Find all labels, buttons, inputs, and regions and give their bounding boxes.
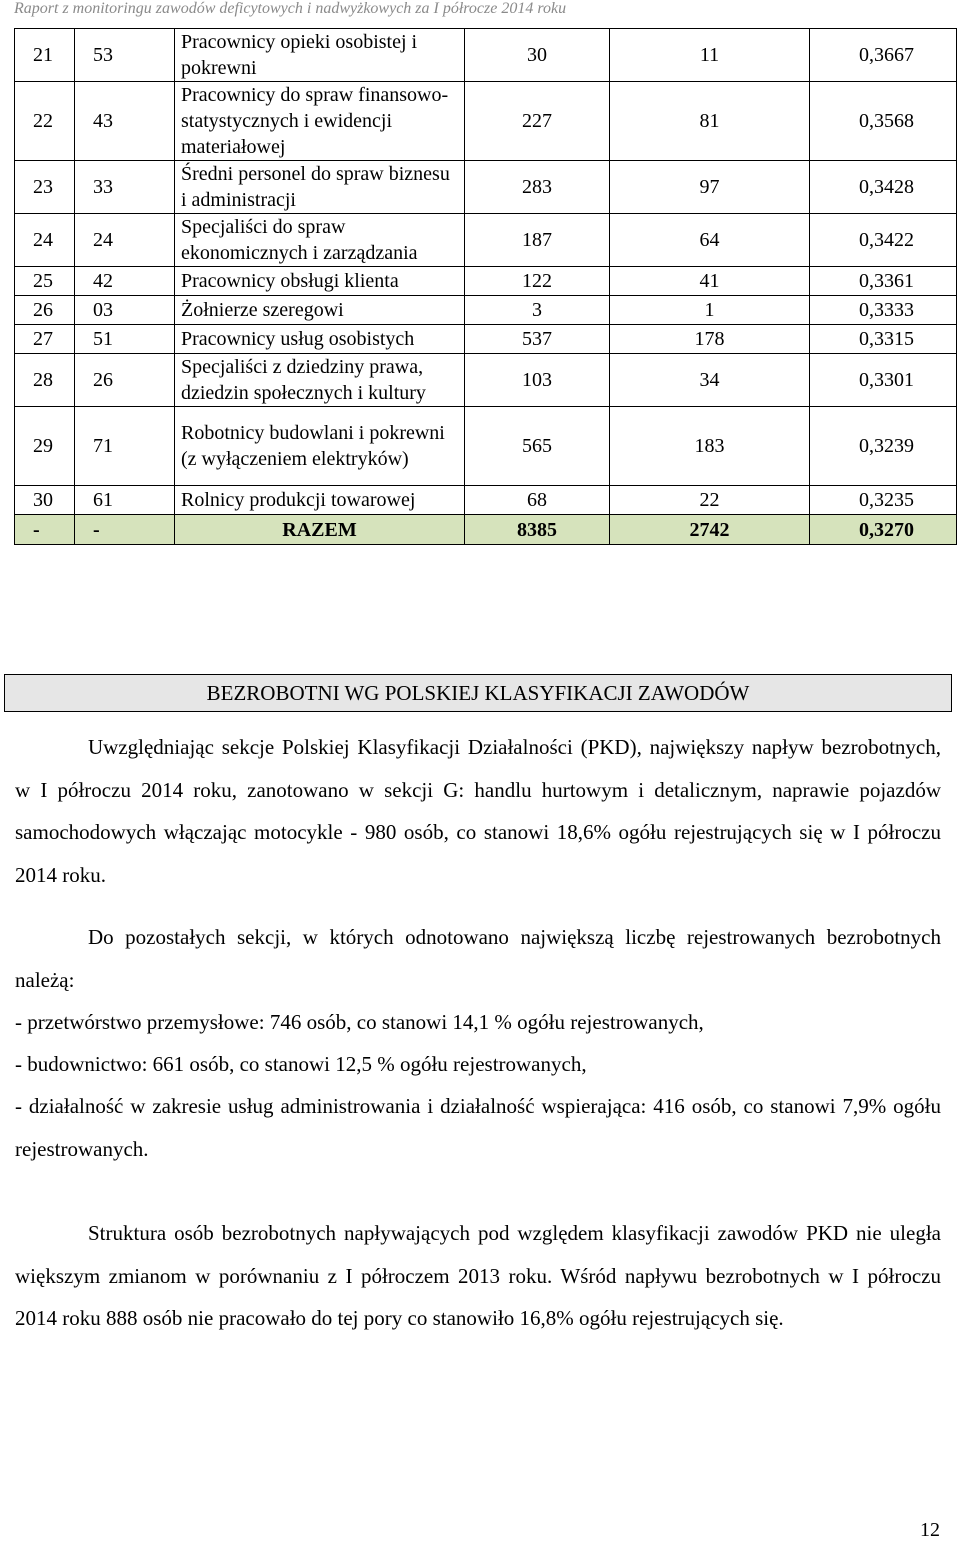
cell-ratio: 0,3667 bbox=[810, 29, 957, 82]
cell-ratio: 0,3361 bbox=[810, 267, 957, 296]
cell-offers: 64 bbox=[610, 214, 810, 267]
cell-offers: 97 bbox=[610, 161, 810, 214]
cell-lp: 29 bbox=[15, 407, 75, 486]
data-table bbox=[14, 28, 957, 545]
bullet-construction: - budownictwo: 661 osób, co stanowi 12,5 % ogółu rejestrowanych, bbox=[15, 1052, 587, 1076]
cell-ratio: 0,3422 bbox=[810, 214, 957, 267]
table-row bbox=[15, 325, 957, 354]
cell-name: RAZEM bbox=[175, 515, 465, 545]
cell-lp: 23 bbox=[15, 161, 75, 214]
cell-ratio: 0,3315 bbox=[810, 325, 957, 354]
cell-code: 43 bbox=[75, 82, 175, 161]
cell-offers: 81 bbox=[610, 82, 810, 161]
page-number: 12 bbox=[920, 1519, 940, 1541]
paragraph-pkd-inflow: Uwzględniając sekcje Polskiej Klasyfikacji Działalności (PKD), największy napływ bezrobotnych, w I półroczu 2014 roku, zanotowano w sekcji G: handlu hurtowym i detalicznym, naprawie pojazdów samochodowych włączając motocykle - 980 osób, co stanowi 18,6% ogółu rejestrujących się w I półroczu 2014 roku. bbox=[15, 735, 941, 887]
paragraph-structure: Struktura osób bezrobotnych napływających pod względem klasyfikacji zawodów PKD nie uległa większym zmianom w porównaniu z I półroczem 2013 roku. Wśród napływu bezrobotnych w I półroczu 2014 roku 888 osób nie pracowało do tej pory co stanowiło 16,8% ogółu rejestrujących się. bbox=[15, 1221, 941, 1330]
cell-lp: 22 bbox=[15, 82, 75, 161]
cell-ratio: 0,3301 bbox=[810, 354, 957, 407]
cell-ratio: 0,3235 bbox=[810, 486, 957, 515]
cell-code: 71 bbox=[75, 407, 175, 486]
table-row bbox=[15, 29, 957, 82]
cell-name: Specjaliści do spraw ekonomicznych i zarządzania bbox=[175, 214, 465, 267]
section-heading: BEZROBOTNI WG POLSKIEJ KLASYFIKACJI ZAWODÓW bbox=[4, 674, 952, 712]
cell-offers: 22 bbox=[610, 486, 810, 515]
cell-name: Pracownicy do spraw finansowo-statystycznych i ewidencji materiałowej bbox=[175, 82, 465, 161]
cell-lp: 27 bbox=[15, 325, 75, 354]
cell-offers: 41 bbox=[610, 267, 810, 296]
cell-code: 03 bbox=[75, 296, 175, 325]
cell-offers: 34 bbox=[610, 354, 810, 407]
cell-registered: 537 bbox=[465, 325, 610, 354]
paragraph-other-sections: Do pozostałych sekcji, w których odnotowano największą liczbę rejestrowanych bezrobotnych należą: bbox=[15, 925, 941, 992]
cell-ratio: 0,3333 bbox=[810, 296, 957, 325]
cell-lp: 24 bbox=[15, 214, 75, 267]
cell-registered: 68 bbox=[465, 486, 610, 515]
cell-offers: 2742 bbox=[610, 515, 810, 545]
cell-lp: 30 bbox=[15, 486, 75, 515]
cell-code: - bbox=[75, 515, 175, 545]
cell-lp: 25 bbox=[15, 267, 75, 296]
cell-ratio: 0,3270 bbox=[810, 515, 957, 545]
bullet-administration: - działalność w zakresie usług administrowania i działalność wspierająca: 416 osób, co stanowi 7,9% ogółu rejestrowanych. bbox=[15, 1094, 941, 1161]
cell-code: 24 bbox=[75, 214, 175, 267]
cell-code: 51 bbox=[75, 325, 175, 354]
cell-registered: 3 bbox=[465, 296, 610, 325]
cell-offers: 178 bbox=[610, 325, 810, 354]
bullet-manufacturing: - przetwórstwo przemysłowe: 746 osób, co stanowi 14,1 % ogółu rejestrowanych, bbox=[15, 1010, 704, 1034]
cell-registered: 283 bbox=[465, 161, 610, 214]
cell-lp: - bbox=[15, 515, 75, 545]
cell-lp: 26 bbox=[15, 296, 75, 325]
cell-offers: 183 bbox=[610, 407, 810, 486]
cell-lp: 28 bbox=[15, 354, 75, 407]
cell-code: 53 bbox=[75, 29, 175, 82]
table-row bbox=[15, 82, 957, 161]
table-row bbox=[15, 354, 957, 407]
cell-name: Pracownicy usług osobistych bbox=[175, 325, 465, 354]
cell-registered: 103 bbox=[465, 354, 610, 407]
cell-name: Średni personel do spraw biznesu i administracji bbox=[175, 161, 465, 214]
cell-code: 26 bbox=[75, 354, 175, 407]
page-header: Raport z monitoringu zawodów deficytowych i nadwyżkowych za I półrocze 2014 roku bbox=[14, 0, 567, 17]
cell-ratio: 0,3239 bbox=[810, 407, 957, 486]
table-row bbox=[15, 161, 957, 214]
table-total-row bbox=[15, 515, 957, 545]
cell-offers: 11 bbox=[610, 29, 810, 82]
cell-lp: 21 bbox=[15, 29, 75, 82]
cell-ratio: 0,3428 bbox=[810, 161, 957, 214]
cell-ratio: 0,3568 bbox=[810, 82, 957, 161]
cell-name: Rolnicy produkcji towarowej bbox=[175, 486, 465, 515]
cell-registered: 8385 bbox=[465, 515, 610, 545]
cell-registered: 227 bbox=[465, 82, 610, 161]
cell-offers: 1 bbox=[610, 296, 810, 325]
cell-name: Pracownicy obsługi klienta bbox=[175, 267, 465, 296]
table-row bbox=[15, 214, 957, 267]
cell-name: Specjaliści z dziedziny prawa, dziedzin społecznych i kultury bbox=[175, 354, 465, 407]
cell-name: Żołnierze szeregowi bbox=[175, 296, 465, 325]
cell-registered: 30 bbox=[465, 29, 610, 82]
table-row bbox=[15, 267, 957, 296]
cell-code: 33 bbox=[75, 161, 175, 214]
cell-name: Pracownicy opieki osobistej i pokrewni bbox=[175, 29, 465, 82]
table-row bbox=[15, 486, 957, 515]
table-row bbox=[15, 407, 957, 486]
cell-code: 61 bbox=[75, 486, 175, 515]
cell-code: 42 bbox=[75, 267, 175, 296]
cell-registered: 122 bbox=[465, 267, 610, 296]
cell-registered: 565 bbox=[465, 407, 610, 486]
cell-registered: 187 bbox=[465, 214, 610, 267]
cell-name: Robotnicy budowlani i pokrewni (z wyłączeniem elektryków) bbox=[175, 407, 465, 486]
table-row bbox=[15, 296, 957, 325]
